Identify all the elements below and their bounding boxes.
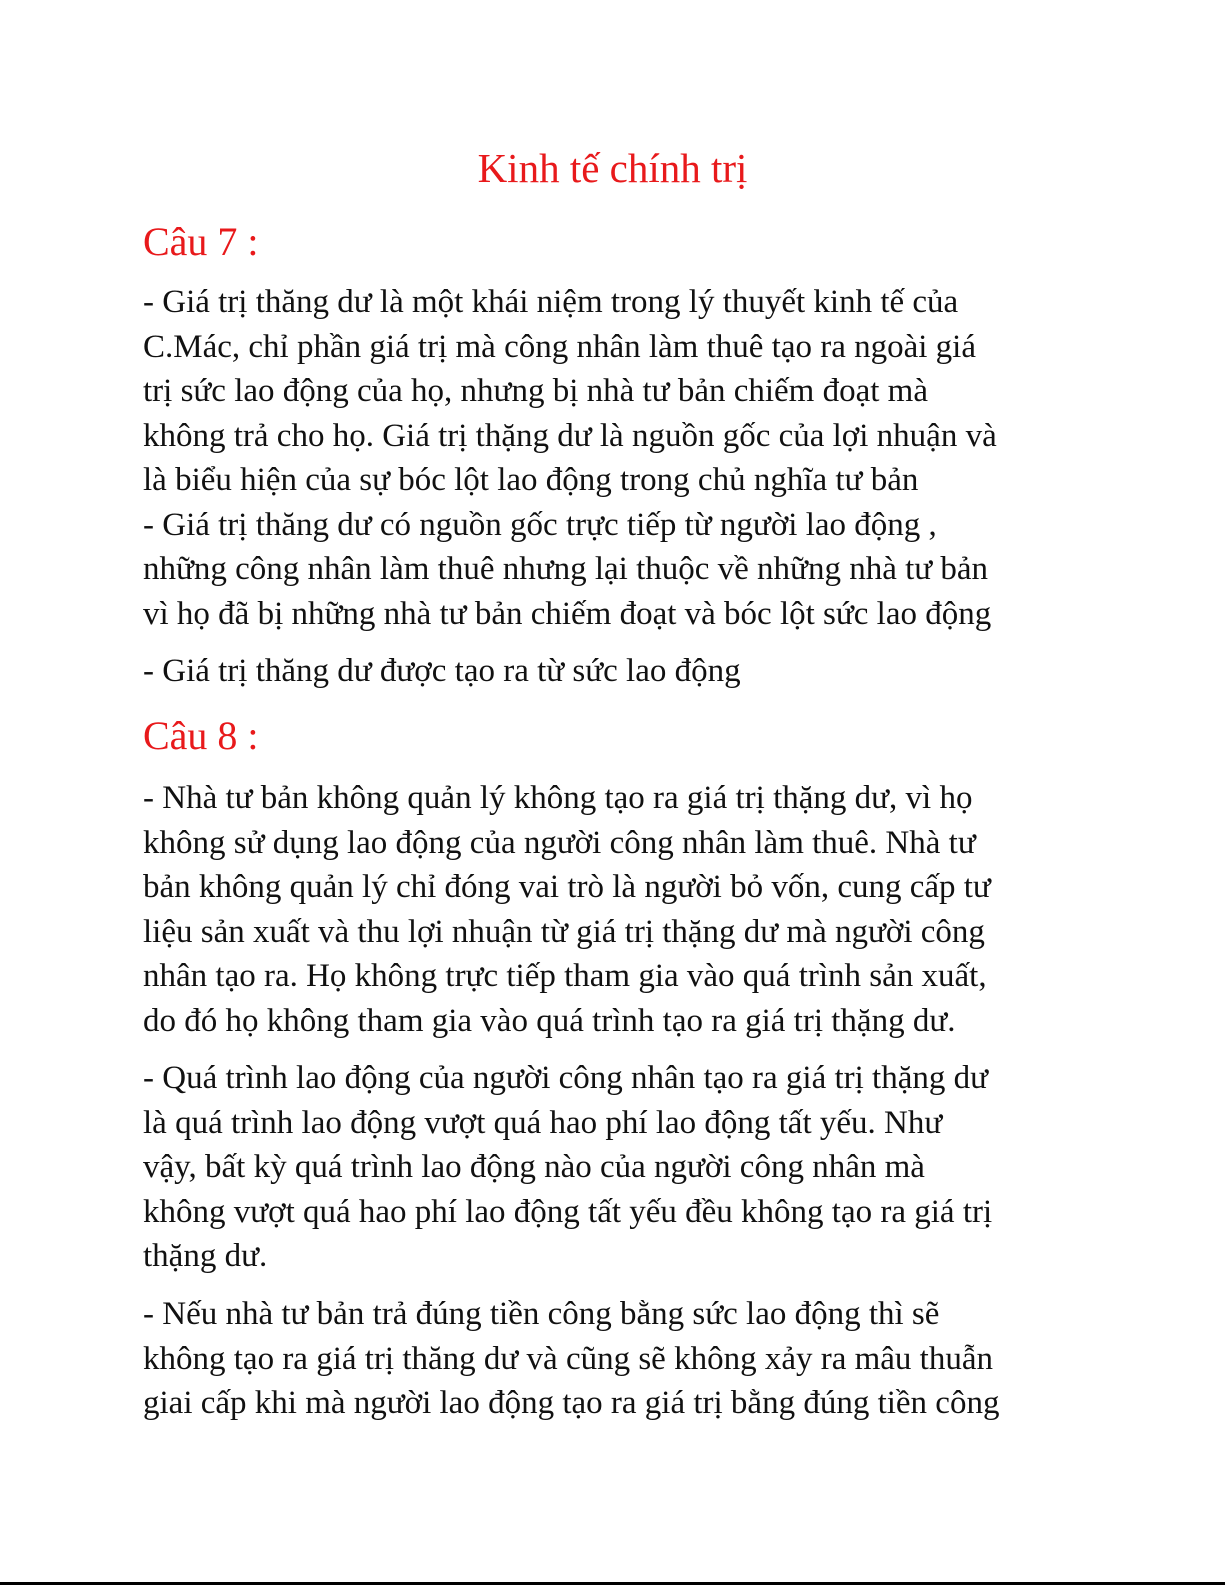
text-line: - Giá trị thăng dư được tạo ra từ sức lao động bbox=[143, 653, 741, 689]
text-line: liệu sản xuất và thu lợi nhuận từ giá trị thặng dư mà người công bbox=[143, 913, 985, 950]
text-line: nhân tạo ra. Họ không trực tiếp tham gia vào quá trình sản xuất, bbox=[143, 958, 987, 994]
text-line: C.Mác, chỉ phần giá trị mà công nhân làm thuê tạo ra ngoài giá bbox=[143, 328, 976, 365]
text-line: những công nhân làm thuê nhưng lại thuộc về những nhà tư bản bbox=[143, 551, 989, 587]
text-line: giai cấp khi mà người lao động tạo ra giá trị bằng đúng tiền công bbox=[143, 1385, 1000, 1421]
text-line: không vượt quá hao phí lao động tất yếu đều không tạo ra giá trị bbox=[143, 1193, 993, 1230]
paragraph-cau-7-1 bbox=[143, 280, 1103, 636]
text-line: vì họ đã bị những nhà tư bản chiếm đoạt và bóc lột sức lao động bbox=[143, 595, 992, 632]
text-line: không trả cho họ. Giá trị thặng dư là nguồn gốc của lợi nhuận và bbox=[143, 417, 997, 454]
text-line: do đó họ không tham gia vào quá trình tạo ra giá trị thặng dư. bbox=[143, 1002, 956, 1039]
paragraph-cau-8-3 bbox=[143, 1292, 1103, 1426]
paragraph-cau-8-1 bbox=[143, 776, 1103, 1043]
text-line: - Giá trị thăng dư là một khái niệm trong lý thuyết kinh tế của bbox=[143, 284, 959, 320]
paragraph-cau-8-2 bbox=[143, 1056, 1103, 1279]
text-line: vậy, bất kỳ quá trình lao động nào của người công nhân mà bbox=[143, 1149, 925, 1185]
text-line: bản không quản lý chỉ đóng vai trò là người bỏ vốn, cung cấp tư bbox=[143, 869, 991, 905]
text-line: trị sức lao động của họ, nhưng bị nhà tư bản chiếm đoạt mà bbox=[143, 373, 928, 409]
paragraph-cau-7-2 bbox=[143, 649, 1103, 694]
text-line: - Giá trị thăng dư có nguồn gốc trực tiếp từ người lao động , bbox=[143, 506, 937, 543]
section-heading-cau-8: Câu 8 : bbox=[143, 713, 259, 758]
text-line: - Nếu nhà tư bản trả đúng tiền công bằng sức lao động thì sẽ bbox=[143, 1296, 940, 1332]
text-line: không tạo ra giá trị thăng dư và cũng sẽ không xảy ra mâu thuẫn bbox=[143, 1340, 993, 1377]
section-heading-cau-7: Câu 7 : bbox=[143, 219, 259, 264]
text-line: là biểu hiện của sự bóc lột lao động trong chủ nghĩa tư bản bbox=[143, 462, 919, 498]
text-line: - Nhà tư bản không quản lý không tạo ra giá trị thặng dư, vì họ bbox=[143, 780, 973, 816]
text-line: không sử dụng lao động của người công nhân làm thuê. Nhà tư bbox=[143, 824, 976, 861]
text-line: - Quá trình lao động của người công nhân tạo ra giá trị thặng dư bbox=[143, 1060, 988, 1096]
text-line: thặng dư. bbox=[143, 1238, 268, 1274]
text-line: là quá trình lao động vượt quá hao phí lao động tất yếu. Như bbox=[143, 1104, 943, 1141]
document-title: Kinh tế chính trị bbox=[477, 145, 748, 191]
